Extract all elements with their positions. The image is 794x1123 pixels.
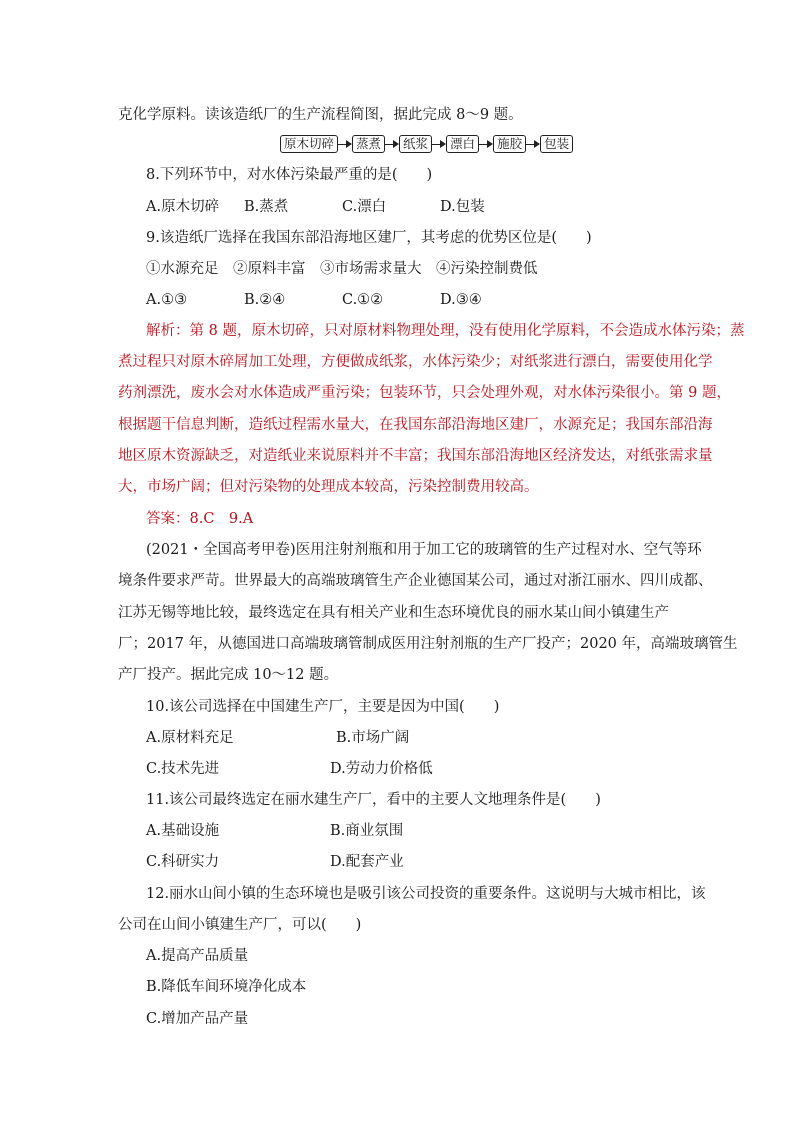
passage-line: (2021・全国高考甲卷)医用注射剂瓶和用于加工它的玻璃管的生产过程对水、空气等环 — [146, 542, 702, 558]
question-10-stem: 10.该公司选择在中国建生产厂，主要是因为中国( ) — [146, 699, 500, 715]
q12-option-c: C.增加产品产量 — [146, 1011, 249, 1027]
q10-option-d: D.劳动力价格低 — [330, 761, 433, 777]
arrow-right-icon — [526, 136, 540, 152]
passage-line: 产厂投产。据此完成 10～12 题。 — [118, 667, 339, 683]
q12-option-b: B.降低车间环境净化成本 — [146, 979, 307, 995]
q8-option-d: D.包装 — [440, 199, 485, 215]
passage-line: 江苏无锡等地比较，最终选定在具有相关产业和生态环境优良的丽水某山间小镇建生产 — [118, 605, 669, 621]
q11-option-b: B.商业氛围 — [330, 823, 404, 839]
passage-line: 境条件要求严苛。世界最大的高端玻璃管生产企业德国某公司，通过对浙江丽水、四川成都、 — [118, 573, 713, 589]
q9-option-b: B.②④ — [244, 292, 286, 308]
q11-option-c: C.科研实力 — [146, 854, 220, 870]
flow-step-packaging: 包装 — [540, 135, 573, 153]
intro-text: 克化学原料。读该造纸厂的生产流程简图，据此完成 8～9 题。 — [118, 107, 523, 123]
q12-option-a: A.提高产品质量 — [146, 948, 249, 964]
question-9-stem: 9.该造纸厂选择在我国东部沿海地区建厂，其考虑的优势区位是( ) — [146, 230, 592, 246]
analysis-line: 解析：第 8 题，原木切碎，只对原材料物理处理，没有使用化学原料，不会造成水体污染；蒸 — [146, 323, 745, 339]
q8-option-a: A.原木切碎 — [146, 199, 220, 215]
q11-option-a: A.基础设施 — [146, 823, 220, 839]
flow-step-pulp: 纸浆 — [399, 135, 432, 153]
q8-option-c: C.漂白 — [342, 199, 387, 215]
passage-line: 厂；2017 年，从德国进口高端玻璃管制成医用注射剂瓶的生产厂投产；2020 年，高端玻璃管生 — [118, 636, 738, 652]
answer-text: 答案：8.C 9.A — [146, 511, 254, 527]
arrow-right-icon — [432, 136, 446, 152]
arrow-right-icon — [479, 136, 493, 152]
flow-step-chip-wood: 原木切碎 — [280, 135, 338, 153]
papermaking-flow-diagram — [280, 134, 573, 154]
analysis-line: 煮过程只对原木碎屑加工处理，方便做成纸浆，水体污染少；对纸浆进行漂白，需要使用化学 — [118, 354, 713, 370]
question-8-stem: 8.下列环节中，对水体污染最严重的是( ) — [146, 167, 433, 183]
arrow-right-icon — [385, 136, 399, 152]
question-12-stem-cont: 公司在山间小镇建生产厂，可以( ) — [118, 917, 362, 933]
q9-option-a: A.①③ — [146, 292, 188, 308]
question-11-stem: 11.该公司最终选定在丽水建生产厂，看中的主要人文地理条件是( ) — [146, 792, 601, 808]
q8-option-b: B.蒸煮 — [244, 199, 289, 215]
arrow-right-icon — [338, 136, 352, 152]
q9-option-c: C.①② — [342, 292, 384, 308]
analysis-line: 地区原木资源缺乏，对造纸业来说原料并不丰富；我国东部沿海地区经济发达，对纸张需求量 — [118, 448, 713, 464]
question-9-items: ①水源充足 ②原料丰富 ③市场需求量大 ④污染控制费低 — [146, 261, 538, 277]
q10-option-b: B.市场广阔 — [336, 730, 410, 746]
analysis-line: 药剂漂洗，废水会对水体造成严重污染；包装环节，只会处理外观，对水体污染很小。第 9 题， — [118, 385, 731, 401]
q10-option-c: C.技术先进 — [146, 761, 220, 777]
flow-step-cooking: 蒸煮 — [352, 135, 385, 153]
question-12-stem: 12.丽水山间小镇的生态环境也是吸引该公司投资的重要条件。这说明与大城市相比，该 — [146, 886, 706, 902]
flow-step-bleaching: 漂白 — [446, 135, 479, 153]
flow-step-sizing: 施胶 — [493, 135, 526, 153]
analysis-line: 根据题干信息判断，造纸过程需水量大，在我国东部沿海地区建厂，水源充足；我国东部沿海 — [118, 417, 713, 433]
q9-option-d: D.③④ — [440, 292, 482, 308]
analysis-line: 大，市场广阔；但对污染物的处理成本较高，污染控制费用较高。 — [118, 479, 539, 495]
q11-option-d: D.配套产业 — [330, 854, 404, 870]
q10-option-a: A.原材料充足 — [146, 730, 234, 746]
